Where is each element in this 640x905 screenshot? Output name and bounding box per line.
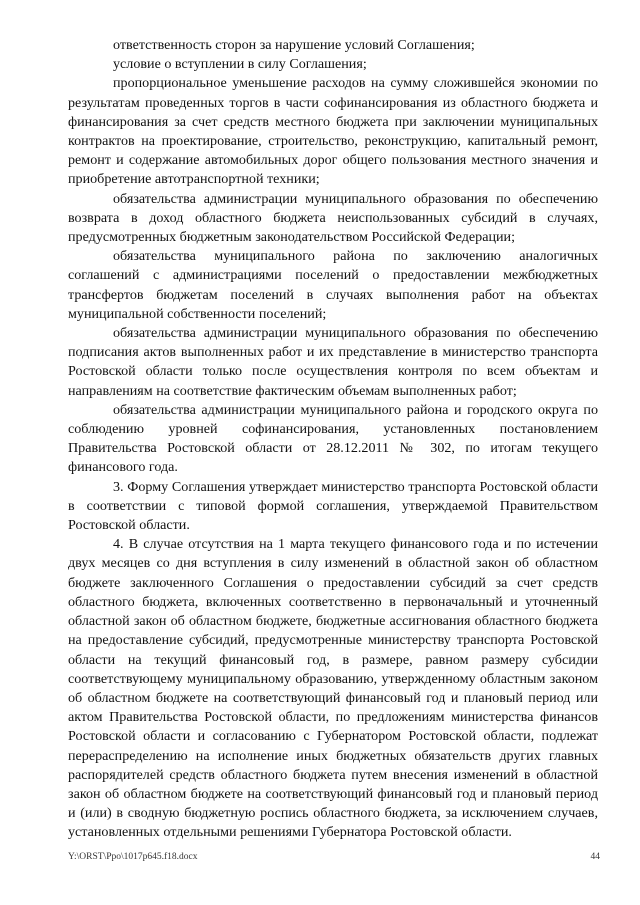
paragraph-district-agreements: обязательства муниципального района по заключению аналогичных соглашений с администрациями поселений о предоставлении межбюджетных трансфертов бюджетам поселений в случаях выполнения работ на объектах муниципальной собственности поселений; [68, 248, 598, 322]
page-number: 44 [590, 852, 600, 862]
paragraph-subsidy-return: обязательства администрации муниципального образования по обеспечению возврата в доход областного бюджета неиспользованных субсидий в случаях, предусмотренных бюджетным законодательством Российской Федерации; [68, 190, 598, 246]
document-body [68, 36, 598, 843]
paragraph-responsibility: ответственность сторон за нарушение условий Соглашения; [113, 37, 475, 53]
paragraph-agreement-form: 3. Форму Соглашения утверждает министерство транспорта Ростовской области в соответствии с типовой формой соглашения, утверждаемой Правительством Ростовской области. [68, 478, 598, 534]
paragraph-cofinancing-levels: обязательства администрации муниципального района и городского округа по соблюдению уровней софинансирования, установленных постановлением Правительства Ростовской области от 28.12.2011 № 302, по итогам текущего финансового года. [68, 401, 598, 476]
footer-file-path: Y:\ORST\Ppo\1017p645.f18.docx [68, 852, 198, 862]
paragraph-reallocation: 4. В случае отсутствия на 1 марта текущего финансового года и по истечении двух месяцев со дня вступления в силу изменений в областной закон об областном бюджете заключенного Соглашения о предоставлении субсидий за счет средств областного бюджета, включенных соответственно в первоначальный и уточненный областной закон об областном бюджете, бюджетные ассигнования областного бюджета на предоставление субсидий, предусмотренные министерству транспорта Ростовской области на текущий финансовый год, в размере, равном размеру субсидии соответствующему муниципальному образованию, утвержденному областным законом об областном бюджете на соответствующий финансовый год и плановый период или актом Правительства Ростовской области, по предложениям министерства финансов Ростовской области и согласованию с Губернатором Ростовской области, подлежат перераспределению на исполнение иных бюджетных обязательств других главных распорядителей средств областного бюджета путем внесения изменений в областной закон об областном бюджете на соответствующий финансовый год и плановый период и (или) в сводную бюджетную роспись областного бюджета, за исключением случаев, установленных отдельными решениями Губернатора Ростовской области. [68, 536, 598, 841]
paragraph-expense-reduction: пропорциональное уменьшение расходов на сумму сложившейся экономии по результатам проведенных торгов в части софинансирования из областного бюджета и финансирования за счет средств местного бюджета при заключении муниципальных контрактов на проектирование, строительство, реконструкцию, капитальный ремонт, ремонт и содержание автомобильных дорог общего пользования местного значения и приобретение автотранспортной техники; [68, 75, 598, 188]
paragraph-work-acceptance: обязательства администрации муниципального образования по обеспечению подписания актов выполненных работ и их представление в министерство транспорта Ростовской области только после осуществления контроля по всем объектам и направлениям на соответствие фактическим объемам выполненных работ; [68, 325, 598, 399]
paragraph-entry-into-force: условие о вступлении в силу Соглашения; [113, 56, 367, 73]
